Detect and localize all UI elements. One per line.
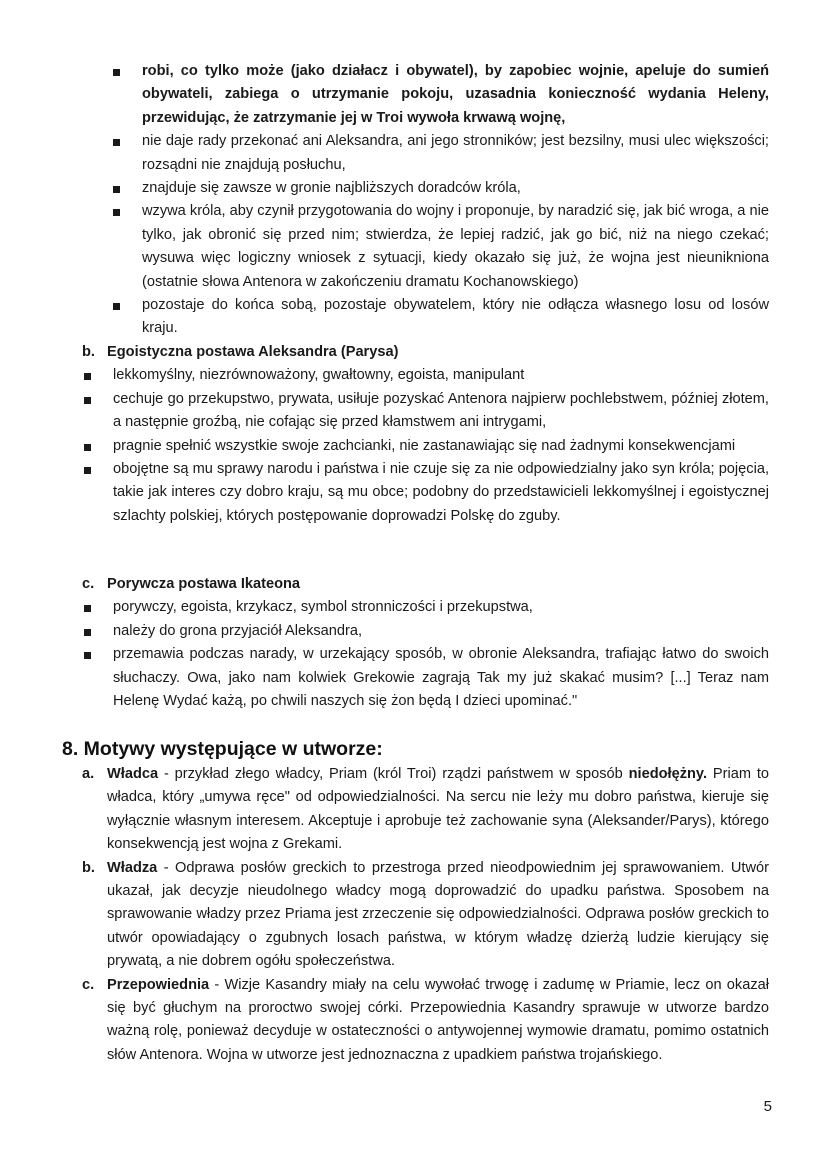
list-item: obojętne są mu sprawy narodu i państwa i nie czuje się za nie odpowiedzialny jako syn króla; pojęcia, takie jak interes czy dobro kraju, są mu obce; podobny do przedstawicieli lekkomyślnej i egoistycznej szlachty polskiej, których postępowanie doprowadzi Polskę do zguby.	[82, 458, 769, 528]
list-item: pozostaje do końca sobą, pozostaje obywatelem, który nie odłącza własnego losu od losów kraju.	[111, 294, 769, 341]
motif-text-continued: Priam to władca, który „umywa ręce" od odpowiedzialności. Na sercu nie leży mu dobro państwa, kieruje się wyłącznie własnym interesem. Akceptuje i aprobuje też zachowanie syna (Aleksander/Parys), którego konsekwencją jest wojna z Grekami.	[107, 766, 769, 853]
list-item: lekkomyślny, niezrównoważony, gwałtowny, egoista, manipulant	[82, 364, 769, 387]
list-item: należy do grona przyjaciół Aleksandra,	[82, 620, 769, 643]
section-ikateon	[82, 573, 769, 713]
motif-item-przepowiednia	[82, 974, 769, 1068]
list-item: nie daje rady przekonać ani Aleksandra, ani jego stronników; jest bezsilny, musi ulec większości; rozsądni nie znajdują posłuchu,	[111, 130, 769, 177]
motif-emphasis: niedołężny.	[628, 766, 708, 782]
section-marker: b.	[82, 344, 95, 360]
motif-term: Władza	[107, 859, 158, 876]
list-item: przemawia podczas narady, w urzekający sposób, w obronie Aleksandra, trafiając łatwo do swoich słuchaczy. Owa, jako nam kolwiek Grekowie zagrają Tak my już skakać musim? [...] Teraz nam Helenę Wydać każą, po chwili naszych się żon będą I dzieci upominać."	[82, 643, 769, 713]
motif-item-wladza	[82, 857, 769, 974]
list-item: wzywa króla, aby czynił przygotowania do wojny i proponuje, by naradzić się, jak bić wroga, a nie tylko, jak obronić się przed nim; stwierdza, że lepiej radzić, jak go bić, niż na niego czekać; wysuwa więc logiczny wniosek z sytuacji, kiedy okazało się już, że wojna jest nieunikniona (ostatnie słowa Antenora w zakończeniu dramatu Kochanowskiego)	[111, 200, 769, 294]
motif-marker: b.	[82, 859, 95, 876]
ikateon-traits-list	[82, 596, 769, 713]
list-item: cechuje go przekupstwo, prywata, usiłuje pozyskać Antenora najpierw pochlebstwem, później złotem, a następnie groźbą, nie cofając się przed kłamstwem ani intrygami,	[82, 388, 769, 435]
section-title: Porywcza postawa Ikateona	[107, 576, 301, 592]
section-heading	[82, 341, 769, 364]
section-marker: c.	[82, 576, 95, 592]
list-item: porywczy, egoista, krzykacz, symbol stronniczości i przekupstwa,	[82, 596, 769, 619]
section-heading	[82, 573, 769, 596]
motif-text: - Wizje Kasandry miały na celu wywołać trwogę i zadumę w Priamie, lecz on okazał się być głuchym na proroctwo swojej córki. Przepowiednia Kasandry sprawuje w utworze bardzo ważną rolę, ponieważ decyduje w ostateczności o antywojennej wymowie dramatu, pomimo ostatnich słów Antenora. Wojna w utworze jest jednoznaczna z upadkiem państwa trojańskiego.	[107, 976, 769, 1063]
motif-text: - przykład złego władcy, Priam (król Troi) rządzi państwem w sposób	[158, 766, 629, 782]
motif-term: Przepowiednia	[107, 976, 210, 993]
aleksander-traits-list	[82, 364, 769, 528]
motif-marker: c.	[82, 976, 95, 993]
motif-term: Władca	[107, 766, 159, 782]
page-number: 5	[763, 1098, 772, 1115]
list-item: pragnie spełnić wszystkie swoje zachcianki, nie zastanawiając się nad żadnymi konsekwencjami	[82, 435, 769, 458]
antenor-traits-list	[111, 60, 769, 341]
list-item: robi, co tylko może (jako działacz i obywatel), by zapobiec wojnie, apeluje do sumień obywateli, zabiega o utrzymanie pokoju, uzasadnia konieczność wydania Heleny, przewidując, że zatrzymanie jej w Troi wywoła krwawą wojnę,	[111, 60, 769, 130]
motifs-list	[82, 763, 769, 1067]
motifs-heading: 8. Motywy występujące w utworze:	[62, 738, 383, 760]
section-aleksander	[82, 341, 769, 528]
list-item: znajduje się zawsze w gronie najbliższych doradców króla,	[111, 177, 769, 200]
section-title: Egoistyczna postawa Aleksandra (Parysa)	[107, 344, 399, 360]
motif-item-wladca	[82, 763, 769, 857]
motif-text: - Odprawa posłów greckich to przestroga przed nieodpowiednim jej sprawowaniem. Utwór ukazał, jak decyzje nieudolnego władcy mogą doprowadzić do upadku państwa. Sposobem na sprawowanie władzy przez Priama jest zrzeczenie się odpowiedzialności. Odprawa posłów greckich to utwór opowiadający o zgubnych losach państwa, w którym władzę dzierżą ludzie kierujący się prywatą, a nie dobrem ogółu społeczeństwa.	[107, 859, 769, 970]
motif-marker: a.	[82, 766, 95, 782]
